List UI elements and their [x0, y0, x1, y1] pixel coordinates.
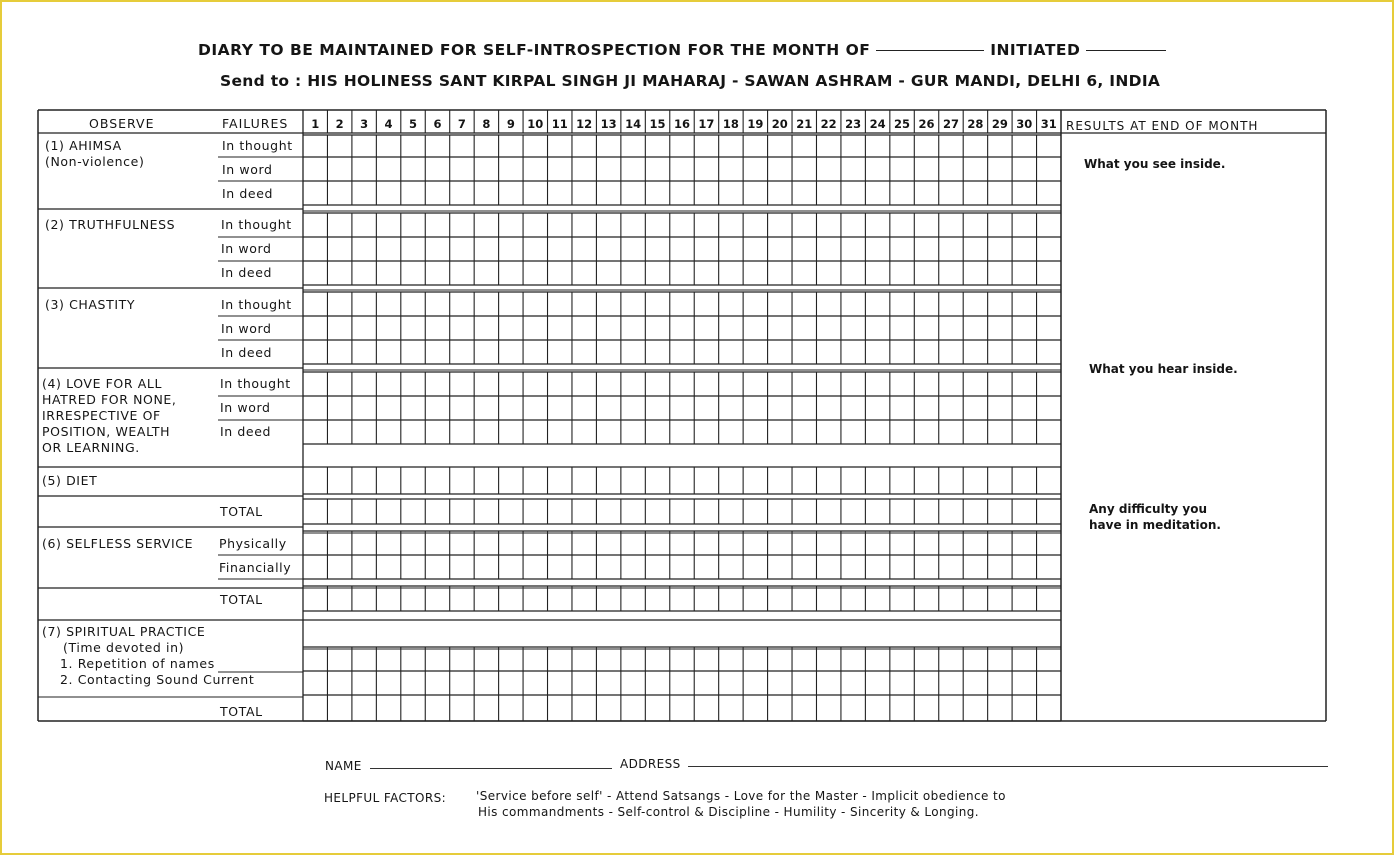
day-header-8: 8	[482, 117, 491, 131]
day-header-2: 2	[335, 117, 344, 131]
address-label: ADDRESS	[620, 757, 681, 771]
total-1-label: TOTAL	[220, 504, 263, 519]
day-header-14: 14	[625, 117, 642, 131]
day-header-20: 20	[771, 117, 788, 131]
service-title: (6) SELFLESS SERVICE	[42, 536, 194, 551]
day-header-9: 9	[506, 117, 515, 131]
observe-header: OBSERVE	[89, 116, 155, 131]
day-header-23: 23	[845, 117, 862, 131]
helpful-factors-line-1: 'Service before self' - Attend Satsangs - Love for the Master - Implicit obedience to	[476, 789, 1006, 803]
day-header-13: 13	[600, 117, 617, 131]
ahimsa-deed: In deed	[222, 186, 274, 201]
day-header-16: 16	[673, 117, 690, 131]
day-header-22: 22	[820, 117, 837, 131]
result-difficulty-1: Any difficulty you	[1089, 502, 1208, 516]
result-see-inside: What you see inside.	[1084, 157, 1226, 171]
title-text: DIARY TO BE MAINTAINED FOR SELF-INTROSPECTION FOR THE MONTH OF	[198, 41, 871, 59]
day-header-5: 5	[409, 117, 418, 131]
day-header-28: 28	[967, 117, 984, 131]
results-header: RESULTS AT END OF MONTH	[1066, 119, 1259, 133]
love-line-2: HATRED FOR NONE,	[42, 392, 177, 407]
service-physically: Physically	[219, 536, 287, 551]
diet-title: (5) DIET	[42, 473, 98, 488]
day-header-26: 26	[918, 117, 935, 131]
day-header-17: 17	[698, 117, 715, 131]
day-header-7: 7	[457, 117, 466, 131]
total-3-label: TOTAL	[220, 704, 263, 719]
helpful-factors-label: HELPFUL FACTORS:	[324, 791, 447, 805]
service-financially: Financially	[219, 560, 292, 575]
day-header-24: 24	[869, 117, 886, 131]
failures-header: FAILURES	[222, 116, 289, 131]
day-header-1: 1	[311, 117, 320, 131]
send-to-line: Send to : HIS HOLINESS SANT KIRPAL SINGH JI MAHARAJ - SAWAN ASHRAM - GUR MANDI, DELHI 6, INDIA	[220, 72, 1161, 90]
truthfulness-title: (2) TRUTHFULNESS	[45, 217, 176, 232]
address-field[interactable]	[688, 766, 1328, 767]
day-header-30: 30	[1016, 117, 1033, 131]
day-header-10: 10	[527, 117, 544, 131]
day-header-12: 12	[576, 117, 593, 131]
spiritual-line-1: (7) SPIRITUAL PRACTICE	[42, 624, 206, 639]
ahimsa-thought: In thought	[222, 138, 293, 153]
day-header-15: 15	[649, 117, 666, 131]
result-hear-inside: What you hear inside.	[1089, 362, 1238, 376]
day-header-18: 18	[722, 117, 739, 131]
chastity-word: In word	[221, 321, 272, 336]
love-word: In word	[220, 400, 271, 415]
day-header-6: 6	[433, 117, 442, 131]
chastity-title: (3) CHASTITY	[45, 297, 136, 312]
love-line-3: IRRESPECTIVE OF	[42, 408, 161, 423]
love-deed: In deed	[220, 424, 272, 439]
spiritual-line-2: (Time devoted in)	[63, 640, 185, 655]
love-line-5: OR LEARNING.	[42, 440, 140, 455]
truthfulness-deed: In deed	[221, 265, 273, 280]
day-header-27: 27	[942, 117, 959, 131]
total-2-label: TOTAL	[220, 592, 263, 607]
ahimsa-word: In word	[222, 162, 273, 177]
initiated-label: INITIATED	[990, 41, 1081, 59]
truthfulness-word: In word	[221, 241, 272, 256]
day-header-29: 29	[991, 117, 1008, 131]
day-header-11: 11	[551, 117, 568, 131]
love-line-1: (4) LOVE FOR ALL	[42, 376, 163, 391]
ahimsa-title: (1) AHIMSA	[45, 138, 122, 153]
spiritual-line-3: 1. Repetition of names	[60, 656, 215, 671]
day-header-4: 4	[384, 117, 393, 131]
day-header-31: 31	[1040, 117, 1057, 131]
love-line-4: POSITION, WEALTH	[42, 424, 171, 439]
name-field[interactable]	[370, 768, 612, 769]
helpful-factors-line-2: His commandments - Self-control & Discipline - Humility - Sincerity & Longing.	[478, 805, 980, 819]
day-header-19: 19	[747, 117, 764, 131]
chastity-thought: In thought	[221, 297, 292, 312]
day-header-3: 3	[360, 117, 369, 131]
love-thought: In thought	[220, 376, 291, 391]
truthfulness-thought: In thought	[221, 217, 292, 232]
day-header-25: 25	[894, 117, 911, 131]
spiritual-line-4: 2. Contacting Sound Current	[60, 672, 255, 687]
result-difficulty-2: have in meditation.	[1089, 518, 1221, 532]
chastity-deed: In deed	[221, 345, 273, 360]
ahimsa-subtitle: (Non-violence)	[45, 154, 145, 169]
name-label: NAME	[325, 759, 362, 773]
day-header-21: 21	[796, 117, 813, 131]
